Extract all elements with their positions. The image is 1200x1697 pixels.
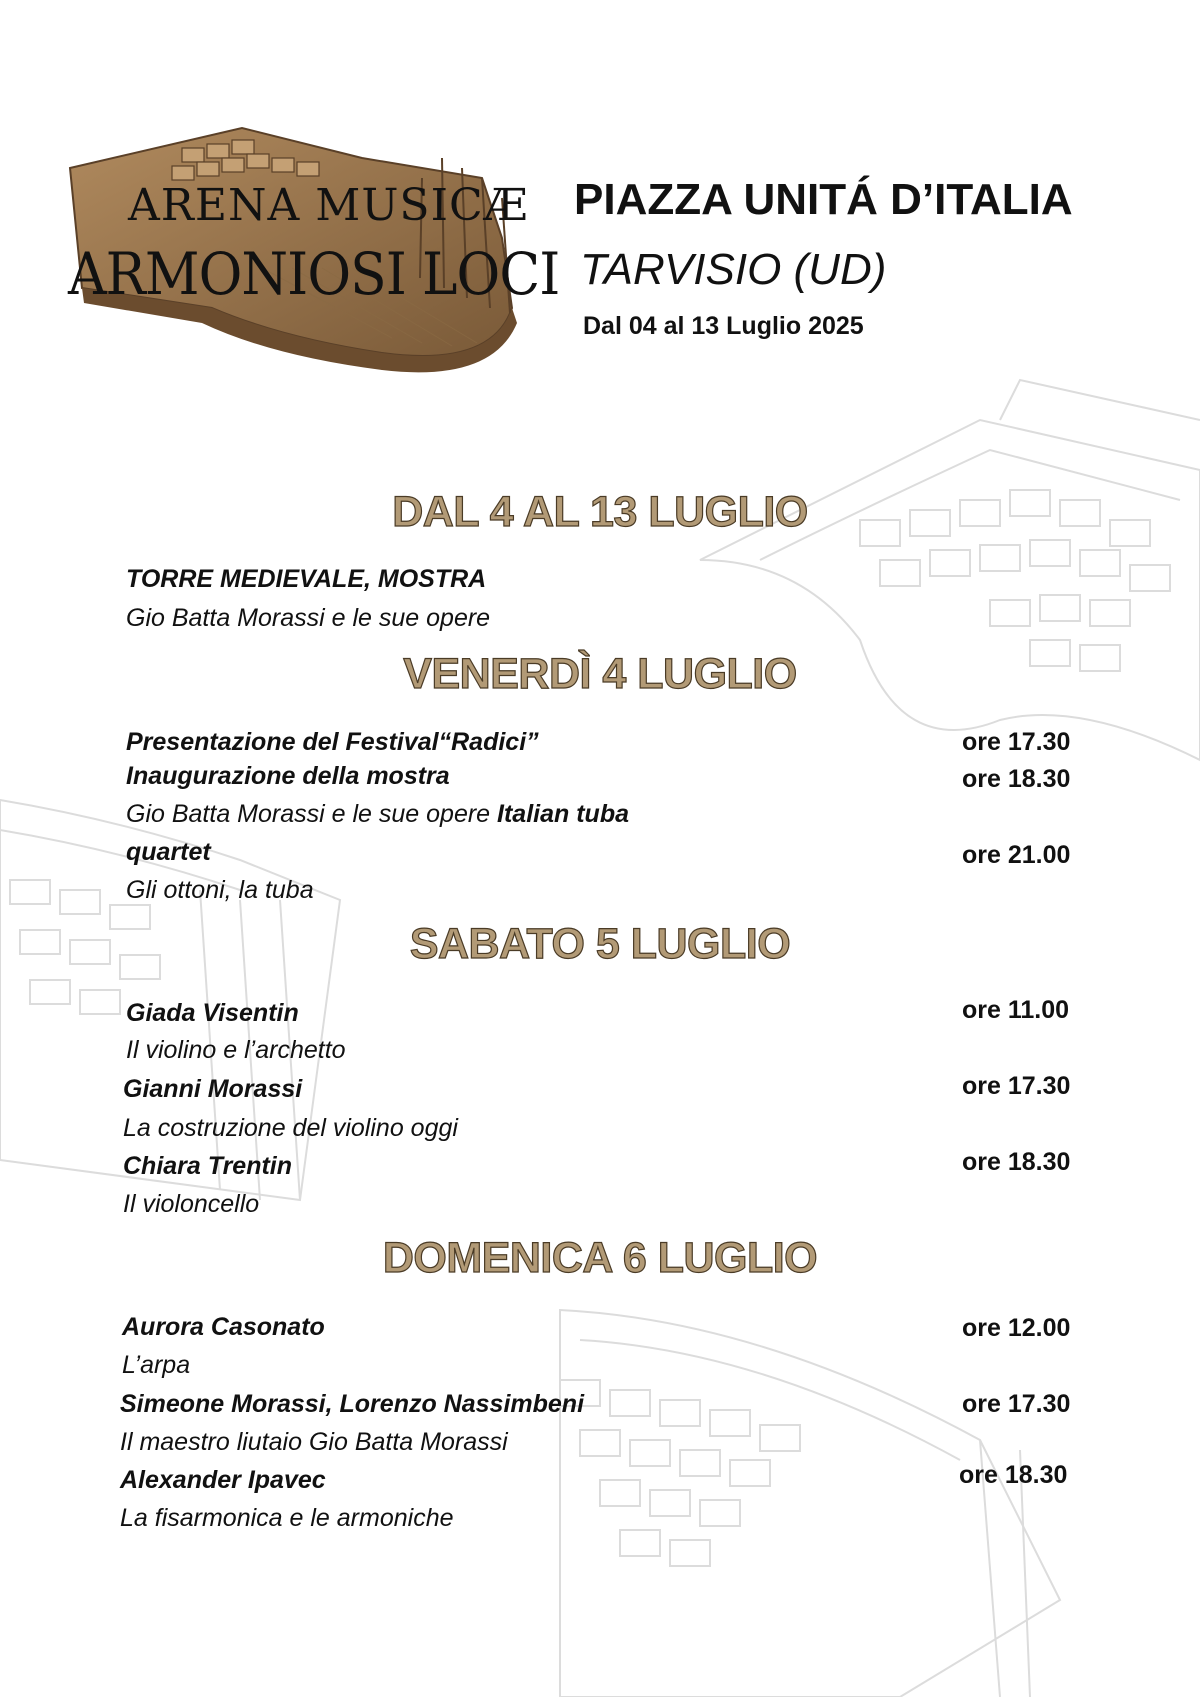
event-time: ore 18.30 bbox=[962, 1148, 1071, 1176]
event-subtitle: Il violoncello bbox=[123, 1190, 260, 1218]
section-heading: VENERDÌ 4 LUGLIO bbox=[403, 650, 797, 698]
event-time: ore 18.30 bbox=[962, 765, 1071, 793]
event-subtitle: Il violino e l’archetto bbox=[126, 1036, 346, 1064]
event-subtitle-line bbox=[126, 800, 629, 829]
event-subtitle: Gli ottoni, la tuba bbox=[126, 876, 314, 904]
event-subtitle: L’arpa bbox=[122, 1351, 191, 1379]
event-subtitle: La costruzione del violino oggi bbox=[123, 1114, 458, 1142]
event-time: ore 21.00 bbox=[962, 841, 1071, 869]
venue-dates: Dal 04 al 13 Luglio 2025 bbox=[583, 312, 864, 340]
event-subtitle: Gio Batta Morassi e le sue opere bbox=[126, 604, 491, 632]
event-time: ore 11.00 bbox=[962, 996, 1070, 1024]
event-title: Simeone Morassi, Lorenzo Nassimbeni bbox=[120, 1390, 585, 1418]
section-heading: DOMENICA 6 LUGLIO bbox=[382, 1234, 818, 1282]
event-title: quartet bbox=[126, 838, 211, 866]
event-time: ore 17.30 bbox=[962, 1390, 1071, 1418]
section-heading: SABATO 5 LUGLIO bbox=[409, 920, 791, 968]
section-heading: DAL 4 AL 13 LUGLIO bbox=[392, 488, 808, 536]
event-time: ore 17.30 bbox=[962, 728, 1071, 756]
event-title: Aurora Casonato bbox=[122, 1313, 325, 1341]
event-subtitle: La fisarmonica e le armoniche bbox=[120, 1504, 454, 1532]
event-subtitle: Il maestro liutaio Gio Batta Morassi bbox=[120, 1428, 508, 1456]
venue-city: TARVISIO (UD) bbox=[580, 245, 887, 294]
event-title: Alexander Ipavec bbox=[120, 1466, 326, 1494]
venue-title: PIAZZA UNITÁ D’ITALIA bbox=[574, 175, 1073, 224]
logo-title-line1: ARENA MUSICÆ bbox=[128, 180, 529, 231]
event-title: Chiara Trentin bbox=[123, 1152, 293, 1180]
event-title: Presentazione del Festival“Radici” bbox=[126, 728, 539, 756]
logo-title-line2: ARMONIOSI LOCI bbox=[68, 240, 560, 308]
event-title: TORRE MEDIEVALE, MOSTRA bbox=[126, 565, 487, 593]
event-time: ore 18.30 bbox=[959, 1461, 1068, 1489]
event-title: Giada Visentin bbox=[126, 999, 299, 1027]
event-time: ore 12.00 bbox=[962, 1314, 1071, 1342]
event-subtitle: Gio Batta Morassi e le sue opere bbox=[126, 800, 491, 828]
event-title: Inaugurazione della mostra bbox=[126, 762, 450, 790]
event-title: Gianni Morassi bbox=[123, 1075, 303, 1103]
event-time: ore 17.30 bbox=[962, 1072, 1071, 1100]
event-title: Italian tuba bbox=[497, 800, 629, 828]
